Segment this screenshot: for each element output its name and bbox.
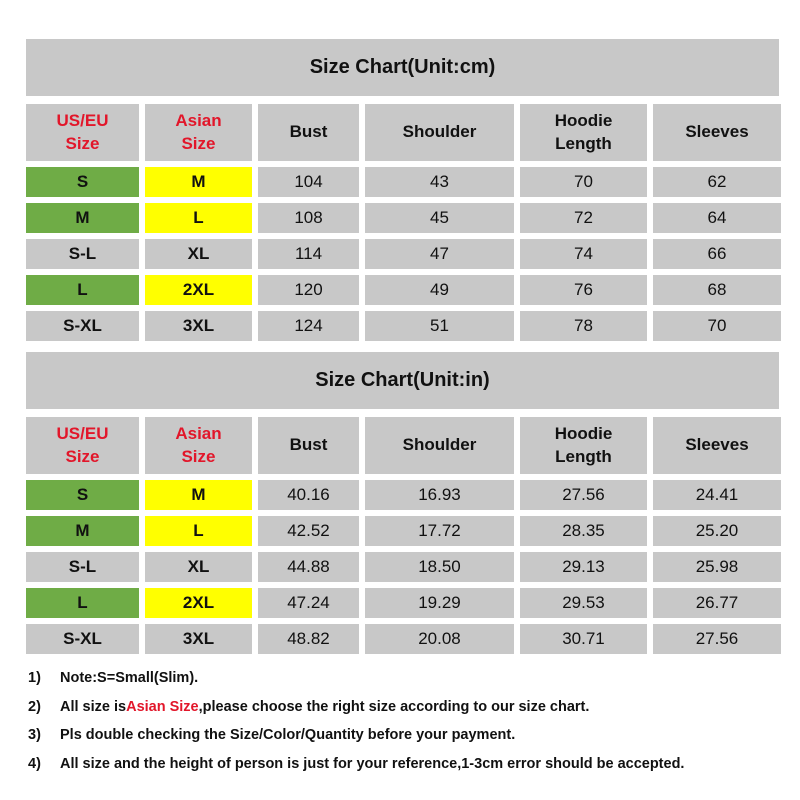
shoulder-cell: 20.08 [365, 624, 514, 654]
length-cell: 29.13 [520, 552, 647, 582]
asian-size-cell: 3XL [145, 311, 252, 341]
length-cell: 28.35 [520, 516, 647, 546]
note-index: 3) [28, 727, 41, 743]
asian-size-cell: M [145, 480, 252, 510]
us-eu-size-cell: M [26, 516, 139, 546]
note-text: Pls double checking the Size/Color/Quantity before your payment. [60, 727, 516, 743]
bust-cell: 48.82 [258, 624, 359, 654]
sleeves-cell: 68 [653, 275, 781, 305]
note-index: 1) [28, 670, 41, 686]
asian-size-cell: XL [145, 239, 252, 269]
note-item [28, 664, 788, 693]
header-shoulder: Shoulder [365, 417, 514, 474]
us-eu-size-cell: S [26, 167, 139, 197]
length-cell: 76 [520, 275, 647, 305]
length-cell: 27.56 [520, 480, 647, 510]
sleeves-cell: 24.41 [653, 480, 781, 510]
bust-cell: 124 [258, 311, 359, 341]
shoulder-cell: 17.72 [365, 516, 514, 546]
note-item [28, 693, 788, 722]
notes-list [28, 664, 788, 778]
sleeves-cell: 26.77 [653, 588, 781, 618]
us-eu-size-cell: S-L [26, 552, 139, 582]
header-sleeves: Sleeves [653, 104, 781, 161]
us-eu-size-cell: S-L [26, 239, 139, 269]
us-eu-size-cell: S [26, 480, 139, 510]
shoulder-cell: 16.93 [365, 480, 514, 510]
header-hoodie-length: Hoodie Length [520, 104, 647, 161]
bust-cell: 104 [258, 167, 359, 197]
header-us-eu-size: US/EU Size [26, 104, 139, 161]
us-eu-size-cell: M [26, 203, 139, 233]
us-eu-size-cell: S-XL [26, 624, 139, 654]
sleeves-cell: 62 [653, 167, 781, 197]
length-cell: 78 [520, 311, 647, 341]
note-highlight: Asian Size [126, 698, 199, 715]
sleeves-cell: 25.98 [653, 552, 781, 582]
us-eu-size-cell: L [26, 275, 139, 305]
asian-size-cell: 2XL [145, 588, 252, 618]
asian-size-cell: 2XL [145, 275, 252, 305]
header-shoulder: Shoulder [365, 104, 514, 161]
sleeves-cell: 66 [653, 239, 781, 269]
length-cell: 72 [520, 203, 647, 233]
note-text: Note:S=Small(Slim). [60, 670, 199, 686]
size-chart-cm [26, 39, 779, 341]
header-bust: Bust [258, 417, 359, 474]
shoulder-cell: 45 [365, 203, 514, 233]
note-text: All size and the height of person is just for your reference,1-3cm error should be accepted. [60, 755, 685, 772]
header-bust: Bust [258, 104, 359, 161]
note-index: 2) [28, 698, 41, 715]
header-hoodie-length: Hoodie Length [520, 417, 647, 474]
length-cell: 74 [520, 239, 647, 269]
asian-size-cell: L [145, 203, 252, 233]
bust-cell: 42.52 [258, 516, 359, 546]
shoulder-cell: 18.50 [365, 552, 514, 582]
bust-cell: 108 [258, 203, 359, 233]
bust-cell: 120 [258, 275, 359, 305]
length-cell: 29.53 [520, 588, 647, 618]
chart-title: Size Chart(Unit:in) [26, 352, 779, 409]
header-us-eu-size: US/EU Size [26, 417, 139, 474]
header-asian-size: Asian Size [145, 417, 252, 474]
bust-cell: 44.88 [258, 552, 359, 582]
sleeves-cell: 27.56 [653, 624, 781, 654]
bust-cell: 47.24 [258, 588, 359, 618]
shoulder-cell: 51 [365, 311, 514, 341]
header-sleeves: Sleeves [653, 417, 781, 474]
bust-cell: 40.16 [258, 480, 359, 510]
shoulder-cell: 19.29 [365, 588, 514, 618]
note-index: 4) [28, 755, 41, 772]
chart-title: Size Chart(Unit:cm) [26, 39, 779, 96]
size-chart-in [26, 352, 779, 654]
sleeves-cell: 64 [653, 203, 781, 233]
note-text: All size is [60, 698, 127, 715]
asian-size-cell: L [145, 516, 252, 546]
sleeves-cell: 25.20 [653, 516, 781, 546]
asian-size-cell: 3XL [145, 624, 252, 654]
shoulder-cell: 47 [365, 239, 514, 269]
bust-cell: 114 [258, 239, 359, 269]
shoulder-cell: 49 [365, 275, 514, 305]
us-eu-size-cell: S-XL [26, 311, 139, 341]
length-cell: 30.71 [520, 624, 647, 654]
us-eu-size-cell: L [26, 588, 139, 618]
size-table [26, 417, 779, 654]
length-cell: 70 [520, 167, 647, 197]
asian-size-cell: M [145, 167, 252, 197]
header-asian-size: Asian Size [145, 104, 252, 161]
note-text-rest: ,please choose the right size according to our size chart. [198, 698, 590, 715]
shoulder-cell: 43 [365, 167, 514, 197]
sleeves-cell: 70 [653, 311, 781, 341]
note-item [28, 750, 788, 779]
asian-size-cell: XL [145, 552, 252, 582]
note-item [28, 721, 788, 750]
size-table [26, 104, 779, 341]
